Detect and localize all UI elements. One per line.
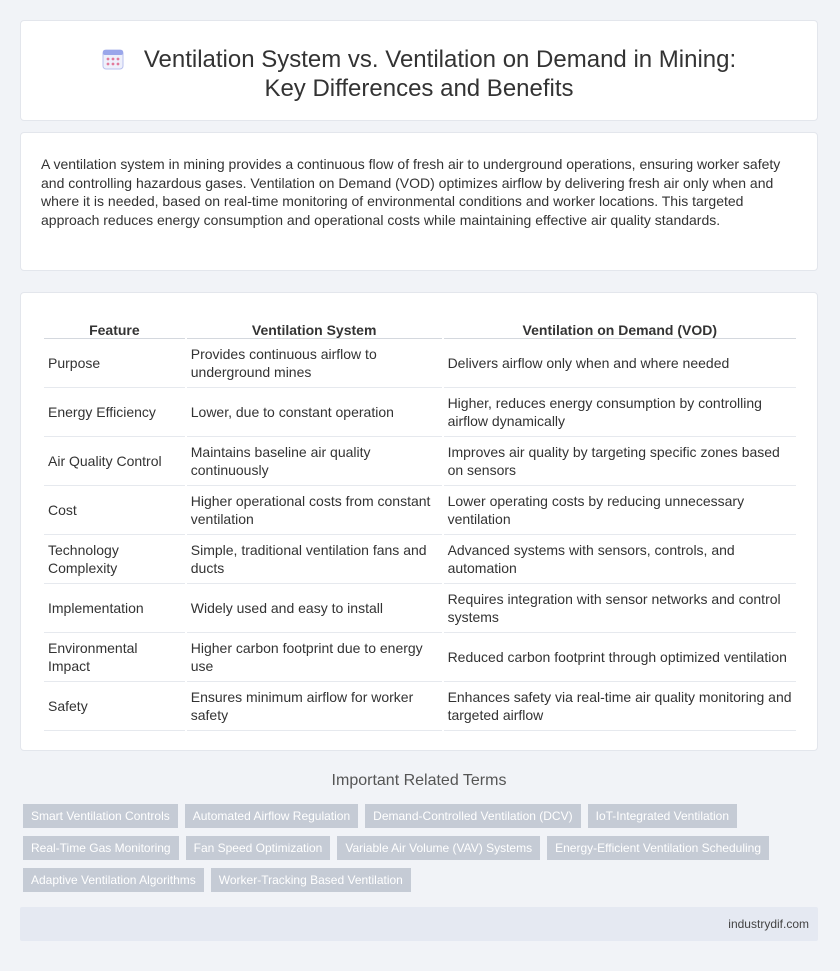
ventilation-system-cell: Lower, due to constant operation [187, 388, 442, 437]
feature-cell: Purpose [44, 339, 185, 388]
table-row [44, 535, 796, 584]
ventilation-system-cell: Maintains baseline air quality continuously [187, 437, 442, 486]
vod-cell: Lower operating costs by reducing unnecessary ventilation [444, 486, 796, 535]
vod-cell: Delivers airflow only when and where needed [444, 339, 796, 388]
tag-row [23, 804, 823, 828]
ventilation-system-cell: Higher operational costs from constant ventilation [187, 486, 442, 535]
calendar-icon [102, 48, 124, 70]
term-tag[interactable]: IoT-Integrated Ventilation [588, 804, 737, 828]
intro-text: A ventilation system in mining provides a continuous flow of fresh air to underground operations, ensuring worker safety and controlling hazardous gases. Ventilation on Demand (VOD) optimizes airflow by delivering fresh air only when and where it is needed, based on real-time monitoring of environmental conditions and worker locations. This targeted approach reduces energy consumption and operational costs while maintaining effective air quality standards. [41, 156, 781, 228]
table-header-row [44, 312, 796, 339]
table-row [44, 486, 796, 535]
term-tag[interactable]: Worker-Tracking Based Ventilation [211, 868, 411, 892]
footer-site[interactable]: industrydif.com [728, 917, 809, 931]
table-row [44, 682, 796, 731]
footer [20, 907, 818, 941]
page-title [21, 21, 817, 103]
ventilation-system-cell: Higher carbon footprint due to energy use [187, 633, 442, 682]
vod-cell: Advanced systems with sensors, controls, and automation [444, 535, 796, 584]
feature-cell: Environmental Impact [44, 633, 185, 682]
term-tag[interactable]: Demand-Controlled Ventilation (DCV) [365, 804, 580, 828]
comparison-table [42, 312, 798, 731]
ventilation-system-cell: Widely used and easy to install [187, 584, 442, 633]
table-row [44, 633, 796, 682]
term-tag[interactable]: Energy-Efficient Ventilation Scheduling [547, 836, 769, 860]
term-tag[interactable]: Real-Time Gas Monitoring [23, 836, 179, 860]
vod-cell: Enhances safety via real-time air quality monitoring and targeted airflow [444, 682, 796, 731]
ventilation-system-cell: Ensures minimum airflow for worker safety [187, 682, 442, 731]
ventilation-system-cell: Provides continuous airflow to underground mines [187, 339, 442, 388]
table-row [44, 388, 796, 437]
column-header-feature: Feature [44, 312, 185, 339]
feature-cell: Safety [44, 682, 185, 731]
column-header-vod: Ventilation on Demand (VOD) [444, 312, 796, 339]
related-terms-list [23, 804, 823, 900]
term-tag[interactable]: Fan Speed Optimization [186, 836, 331, 860]
vod-cell: Improves air quality by targeting specific zones based on sensors [444, 437, 796, 486]
column-header-ventilation-system: Ventilation System [187, 312, 442, 339]
term-tag[interactable]: Smart Ventilation Controls [23, 804, 178, 828]
vod-cell: Requires integration with sensor networks and control systems [444, 584, 796, 633]
term-tag[interactable]: Adaptive Ventilation Algorithms [23, 868, 204, 892]
vod-cell: Higher, reduces energy consumption by controlling airflow dynamically [444, 388, 796, 437]
term-tag[interactable]: Automated Airflow Regulation [185, 804, 358, 828]
ventilation-system-cell: Simple, traditional ventilation fans and ducts [187, 535, 442, 584]
table-row [44, 339, 796, 388]
vod-cell: Reduced carbon footprint through optimized ventilation [444, 633, 796, 682]
feature-cell: Energy Efficiency [44, 388, 185, 437]
header-card [20, 20, 818, 121]
comparison-table-card [20, 292, 818, 751]
page-title-text: Ventilation System vs. Ventilation on Demand in Mining: Key Differences and Benefits [143, 46, 737, 102]
intro-card [20, 132, 818, 271]
table-row [44, 584, 796, 633]
feature-cell: Implementation [44, 584, 185, 633]
feature-cell: Cost [44, 486, 185, 535]
tag-row [23, 868, 823, 892]
term-tag[interactable]: Variable Air Volume (VAV) Systems [337, 836, 540, 860]
feature-cell: Air Quality Control [44, 437, 185, 486]
table-row [44, 437, 796, 486]
feature-cell: Technology Complexity [44, 535, 185, 584]
tag-row [23, 836, 823, 860]
related-terms-heading: Important Related Terms [331, 772, 507, 789]
